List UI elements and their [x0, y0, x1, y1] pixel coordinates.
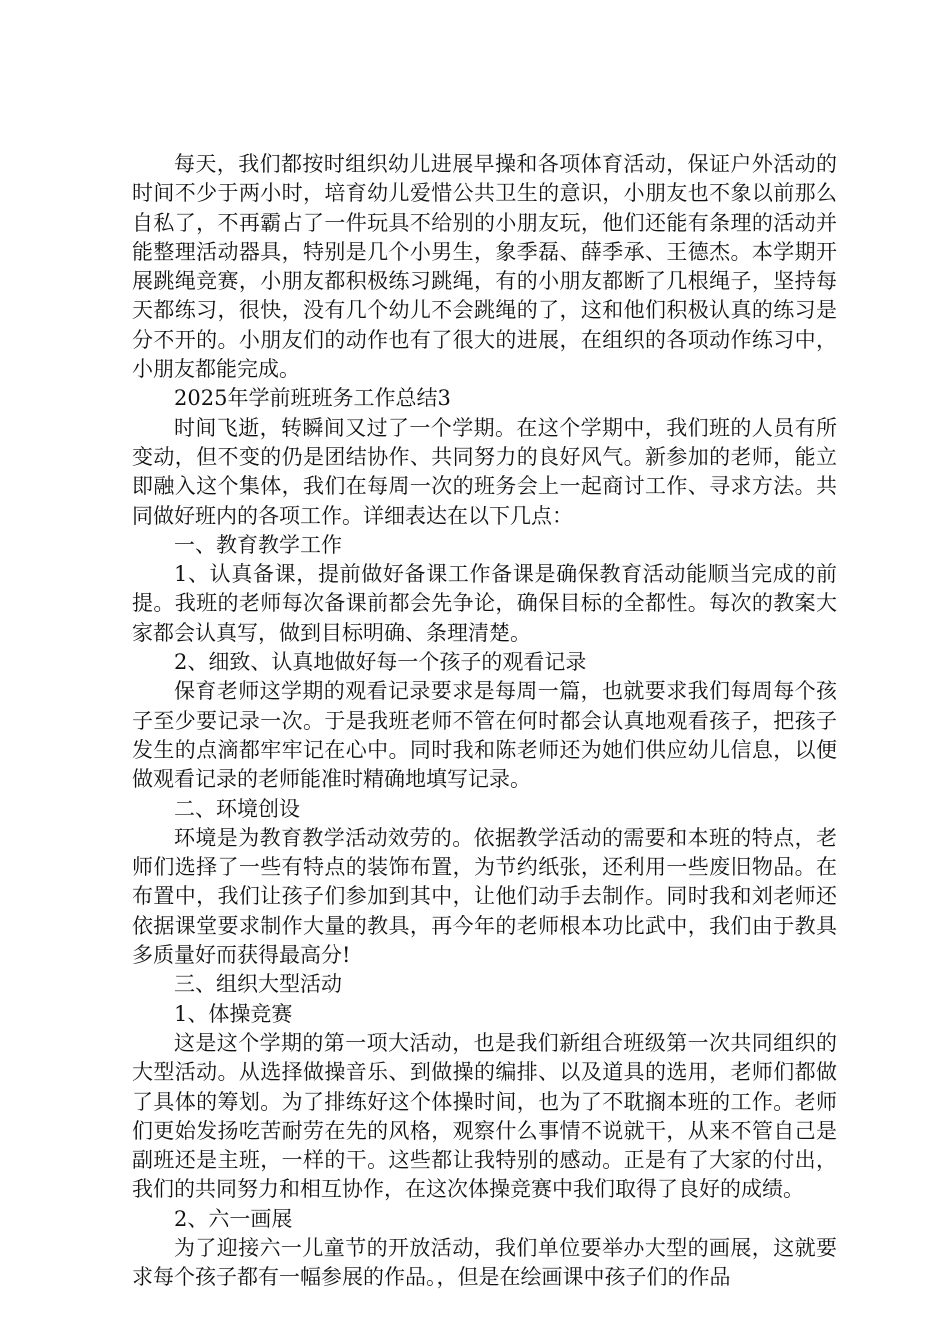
paragraph-art-exhibition: 为了迎接六一儿童节的开放活动，我们单位要举办大型的画展，这就要求每个孩子都有一幅参展的作品。，但是在绘画课中孩子们的作品: [132, 1235, 837, 1290]
section-title: 2025年学前班班务工作总结3: [174, 386, 451, 411]
heading-environment: 二、环境创设: [174, 796, 300, 821]
heading-large-activities: 三、组织大型活动: [174, 972, 342, 997]
subheading-observation-records: 2、细致、认真地做好每一个孩子的观看记录: [174, 650, 587, 675]
paragraph-morning-exercise: 每天，我们都按时组织幼儿进展早操和各项体育活动，保证户外活动的时间不少于两小时，培育幼儿爱惜公共卫生的意识，小朋友也不象以前那么自私了，不再霸占了一件玩具不给别的小朋友玩，他们还能有条理的活动并能整理活动器具，特别是几个小男生，象季磊、薛季承、王德杰。本学期开展跳绳竞赛，小朋友都积极练习跳绳，有的小朋友都断了几根绳子，坚持每天都练习，很快，没有几个幼儿不会跳绳的了，这和他们积极认真的练习是分不开的。小朋友们的动作也有了很大的进展，在组织的各项动作练习中，小朋友都能完成。: [132, 152, 837, 382]
paragraph-gymnastics: 这是这个学期的第一项大活动，也是我们新组合班级第一次共同组织的大型活动。从选择做操音乐、到做操的编排、以及道具的选用，老师们都做了具体的筹划。为了排练好这个体操时间，也为了不耽搁本班的工作。老师们更始发扬吃苦耐劳在先的风格，观察什么事情不说就干，从来不管自己是副班还是主班，一样的干。这些都让我特别的感动。正是有了大家的付出，我们的共同努力和相互协作，在这次体操竞赛中我们取得了良好的成绩。: [132, 1030, 837, 1202]
paragraph-observation-records: 保育老师这学期的观看记录要求是每周一篇，也就要求我们每周每个孩子至少要记录一次。于是我班老师不管在何时都会认真地观看孩子，把孩子发生的点滴都牢牢记在心中。同时我和陈老师还为她们供应幼儿信息，以便做观看记录的老师能准时精确地填写记录。: [132, 679, 837, 792]
document-body: [132, 150, 837, 1293]
paragraph-intro: 时间飞逝，转瞬间又过了一个学期。在这个学期中，我们班的人员有所变动，但不变的仍是团结协作、共同努力的良好风气。新参加的老师，能立即融入这个集体，我们在每周一次的班务会上一起商讨工作、寻求方法。共同做好班内的各项工作。详细表达在以下几点：: [132, 415, 837, 528]
heading-teaching-work: 一、教育教学工作: [174, 532, 342, 557]
subheading-gymnastics: 1、体操竞赛: [174, 1001, 293, 1026]
paragraph-lesson-prep: 1、认真备课，提前做好备课工作备课是确保教育活动能顺当完成的前提。我班的老师每次备课前都会先争论，确保目标的全都性。每次的教案大家都会认真写，做到目标明确、条理清楚。: [132, 562, 837, 645]
paragraph-environment: 环境是为教育教学活动效劳的。依据教学活动的需要和本班的特点，老师们选择了一些有特点的装饰布置，为节约纸张，还利用一些废旧物品。在布置中，我们让孩子们参加到其中，让他们动手去制作。同时我和刘老师还依据课堂要求制作大量的教具，再今年的老师根本功比武中，我们由于教具多质量好而获得最高分!: [132, 825, 837, 968]
subheading-art-exhibition: 2、六一画展: [174, 1206, 293, 1231]
